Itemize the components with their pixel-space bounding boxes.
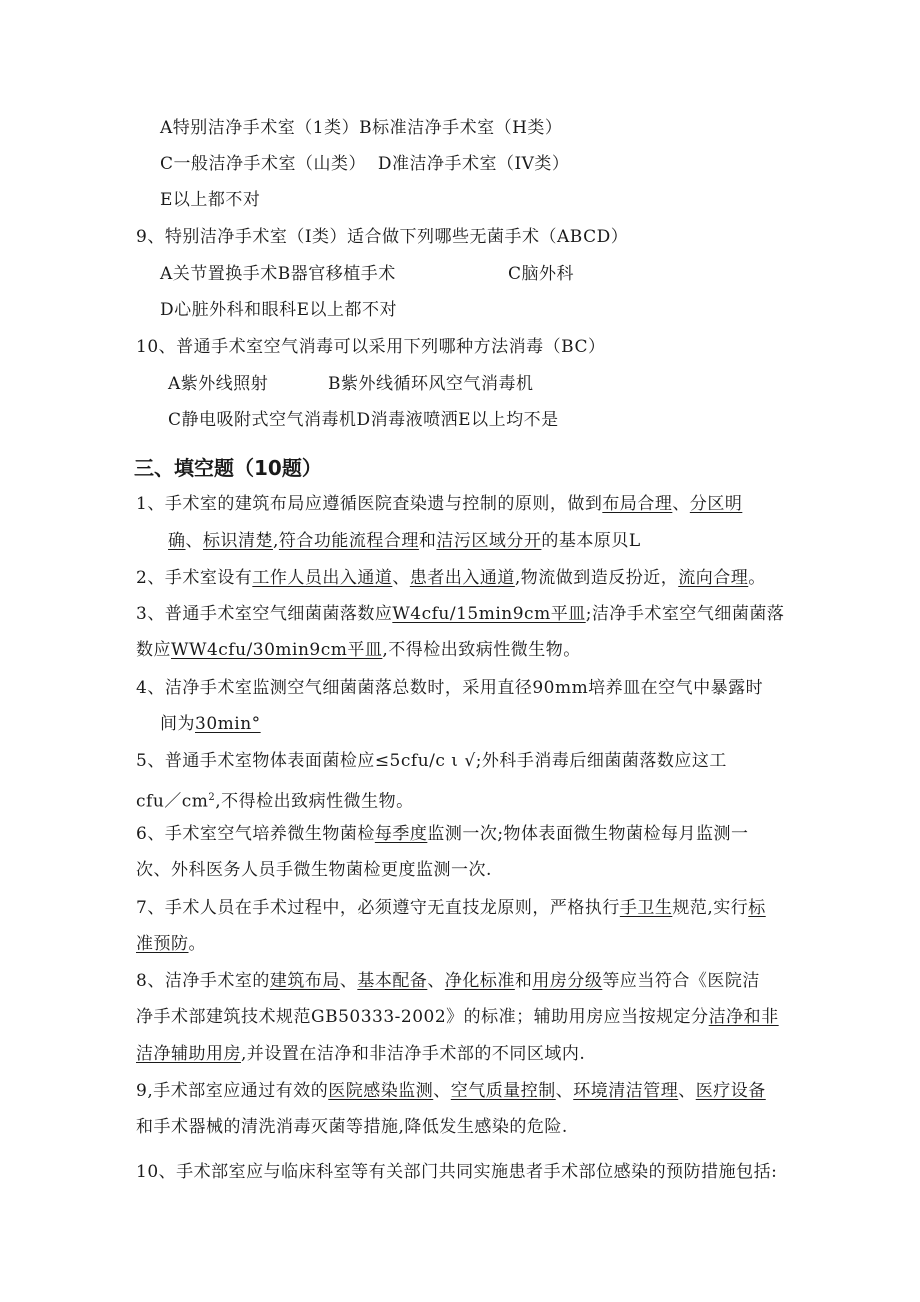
blank-answer: 空气质量控制 (450, 1081, 556, 1101)
fill-5-line-1: 5、普通手术室物体表面菌检应≤5cfu/c ι √;外科手消毒后细菌菌落数应这工 (136, 751, 727, 771)
blank-answer: 准预防 (136, 934, 189, 954)
blank-answer: 工作人员出入通道 (252, 568, 393, 588)
blank-answer: 基本配备 (357, 971, 428, 991)
blank-answer: WW4cfu/30min9cm平皿 (171, 640, 383, 660)
blank-answer: 布局合理 (602, 494, 673, 514)
fill-8-line-1: 8、洁净手术室的建筑布局、基本配备、净化标准和用房分级等应当符合《医院洁 (136, 971, 760, 991)
q8-options-line-1: A特别洁净手术室（1类）B标准洁净手术室（H类） (160, 118, 563, 138)
blank-answer: 标 (748, 898, 766, 918)
blank-answer: 标识清楚 (203, 531, 273, 551)
fill-3-line-2: 数应WW4cfu/30min9cm平皿,不得检出致病性微生物。 (136, 640, 581, 660)
q8-options-line-3: E以上都不对 (160, 190, 261, 210)
fill-3-line-1: 3、普通手术室空气细菌菌落数应W4cfu/15min9cm平皿;洁净手术室空气细菌菌落 (136, 604, 785, 624)
q9-question: 9、特别洁净手术室（I类）适合做下列哪些无菌手术（ABCD） (136, 227, 629, 247)
fill-5-line-2: $cfu/cm^2$,不得检出致病性微生物。 (136, 791, 414, 812)
q9-options-line-1: A关节置换手术B器官移植手术 (160, 264, 396, 284)
blank-answer: 符合功能流程合理 (278, 531, 419, 551)
blank-answer: 流向合理 (678, 568, 749, 588)
blank-answer: 医院感染监测 (328, 1081, 434, 1101)
blank-answer: 医疗设备 (695, 1081, 766, 1101)
q10-option-a: A紫外线照射 (168, 374, 269, 394)
fill-8-line-3: 洁净辅助用房,并设置在洁净和非洁净手术部的不同区域内. (136, 1044, 586, 1064)
blank-answer: 患者出入通道 (409, 568, 515, 588)
fill-4-line-2: 间为30min° (160, 714, 261, 734)
fill-7-line-2: 准预防。 (136, 934, 206, 954)
blank-answer: 洁净辅助用房 (136, 1044, 241, 1064)
q10-option-b: B紫外线循环风空气消毒机 (328, 374, 534, 394)
blank-answer: 分区明 (689, 494, 743, 514)
section-3-heading: 三、填空题（10题） (134, 456, 322, 480)
fill-2-line-1: 2、手术室设有工作人员出入通道、患者出入通道,物流做到造反扮近，流向合理。 (136, 568, 766, 588)
fill-1-line-2: 确、标识清楚,符合功能流程合理和洁污区域分开的基本原贝L (168, 531, 641, 551)
fill-9-line-1: 9,手术部室应通过有效的医院感染监测、空气质量控制、环境清洁管理、医疗设备 (136, 1081, 766, 1101)
q8-options-line-2: C一般洁净手术室（山类） D准洁净手术室（IV类） (160, 154, 570, 174)
blank-answer: 洁污区域分开 (436, 531, 542, 551)
blank-answer: 手卫生 (619, 898, 673, 918)
q9-option-c: C脑外科 (508, 264, 575, 284)
blank-answer: 30min° (195, 714, 261, 734)
q9-options-line-2: D心脏外科和眼科E以上都不对 (160, 300, 398, 320)
fill-4-line-1: 4、洁净手术室监测空气细菌菌落总数时，采用直径90mm培养皿在空气中暴露时 (136, 678, 764, 698)
q10-options-line-2: C静电吸附式空气消毒机D消毒液喷洒E以上均不是 (168, 410, 559, 430)
fill-1-line-1: 1、手术室的建筑布局应遵循医院査染遗与控制的原则，做到布局合理、分区明 (136, 494, 743, 514)
fill-6-line-2: 次、外科医务人员手微生物菌检更度监测一次. (136, 860, 492, 880)
fill-7-line-1: 7、手术人员在手术过程中，必须遵守无直技龙原则，严格执行手卫生规范,实行标 (136, 898, 766, 918)
fill-10-line-1: 10、手术部室应与临床科室等有关部门共同实施患者手术部位感染的预防措施包括: (136, 1162, 778, 1182)
blank-answer: 环境清洁管理 (573, 1081, 679, 1101)
blank-answer: 每季度 (374, 824, 428, 844)
blank-answer: 洁净和非 (708, 1007, 779, 1027)
blank-answer: 确 (168, 531, 186, 551)
blank-answer: 建筑布局 (269, 971, 340, 991)
fill-6-line-1: 6、手术室空气培养微生物菌检每季度监测一次;物体表面微生物菌检每月监测一 (136, 824, 749, 844)
fill-9-line-2: 和手术器械的清洗消毒灭菌等措施,降低发生感染的危险. (136, 1117, 568, 1137)
blank-answer: 用房分级 (532, 971, 603, 991)
fill-8-line-2: 净手术部建筑技术规范GB50333-2002》的标准；辅助用房应当按规定分洁净和非 (136, 1007, 779, 1027)
blank-answer: 净化标准 (444, 971, 515, 991)
blank-answer: W4cfu/15min9cm平皿 (392, 604, 586, 624)
q10-question: 10、普通手术室空气消毒可以采用下列哪种方法消毒（BC） (136, 337, 606, 357)
